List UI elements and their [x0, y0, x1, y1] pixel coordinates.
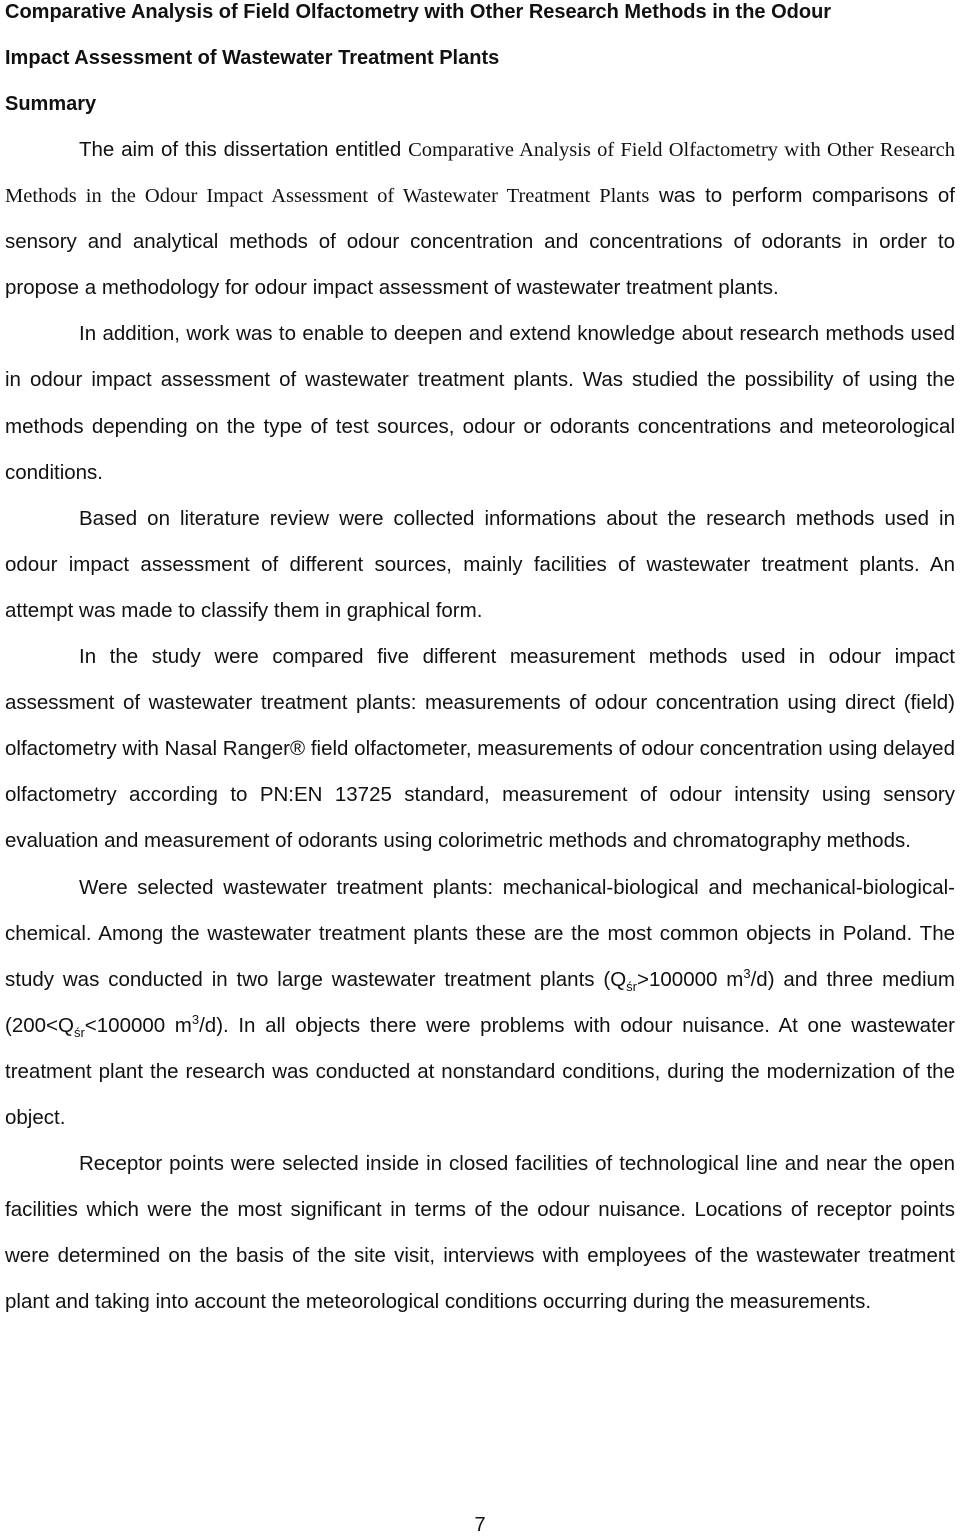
document-title-line-2: Impact Assessment of Wastewater Treatment Plants	[5, 47, 500, 69]
paragraph-4: In the study were compared five different measurement methods used in odour impact assessment of wastewater treatment plants: measurements of odour concentration using direct (field) olfactometry with Nasal Ranger® field olfactometer, measurements of odour concentration using delayed olfactometry according to PN:EN 13725 standard, measurement of odour intensity using sensory evaluation and measurement of odorants using colorimetric methods and chromatography methods.	[5, 645, 955, 853]
dissertation-title: Comparative Analysis of Field Olfactometry with Other Research Methods in the Odour Impact Assessment of Wastewater Treatment Plants	[5, 139, 955, 208]
paragraph-5	[5, 865, 955, 1142]
paragraph-2: In addition, work was to enable to deepen and extend knowledge about research methods used in odour impact assessment of wastewater treatment plants. Was studied the possibility of using the methods depending on the type of test sources, odour or odorants concentrations and meteorological conditions.	[5, 322, 955, 484]
paragraph-5-part-c: /d) and three medium (200<Q	[5, 967, 955, 1037]
paragraph-1-intro: The aim of this dissertation entitled	[79, 138, 409, 161]
section-heading: Summary	[5, 93, 97, 115]
paragraph-5-part-e: /d). In all objects there were problems with odour nuisance. At one wastewater treatment plant the research was conducted at nonstandard conditions, during the modernization of the object.	[5, 1013, 955, 1129]
cubic-superscript-1: 3	[743, 965, 751, 981]
paragraph-5-part-b: >100000 m	[637, 967, 744, 991]
document-page	[5, 0, 955, 1537]
paragraph-5-part-a: Were selected wastewater treatment plants: mechanical-biological and mechanical-biological-chemical. Among the wastewater treatment plants these are the most common objects in Poland. The study was conducted in two large wastewater treatment plants (Q	[5, 875, 955, 991]
flow-subscript-1: śr	[626, 978, 638, 994]
page-number: 7	[474, 1514, 486, 1536]
title-block	[5, 0, 955, 127]
document-title-line-1: Comparative Analysis of Field Olfactometry with Other Research Methods in the Odour	[5, 1, 832, 23]
flow-subscript-2: śr	[73, 1024, 85, 1040]
paragraph-3: Based on literature review were collected informations about the research methods used in odour impact assessment of different sources, mainly facilities of wastewater treatment plants. An attempt was made to classify them in graphical form.	[5, 506, 955, 622]
paragraph-6: Receptor points were selected inside in closed facilities of technological line and near the open facilities which were the most significant in terms of the odour nuisance. Locations of receptor points were determined on the basis of the site visit, interviews with employees of the wastewater treatment plant and taking into account the meteorological conditions occurring during the measurements.	[5, 1152, 955, 1314]
paragraph-5-part-d: <100000 m	[84, 1013, 192, 1037]
paragraph-1	[5, 127, 955, 311]
cubic-superscript-2: 3	[191, 1011, 200, 1027]
paragraph-1-rest: was to perform comparisons of sensory and analytical methods of odour concentration and concentrations of odorants in order to propose a methodology for odour impact assessment of wastewater treatment plants.	[5, 184, 955, 300]
